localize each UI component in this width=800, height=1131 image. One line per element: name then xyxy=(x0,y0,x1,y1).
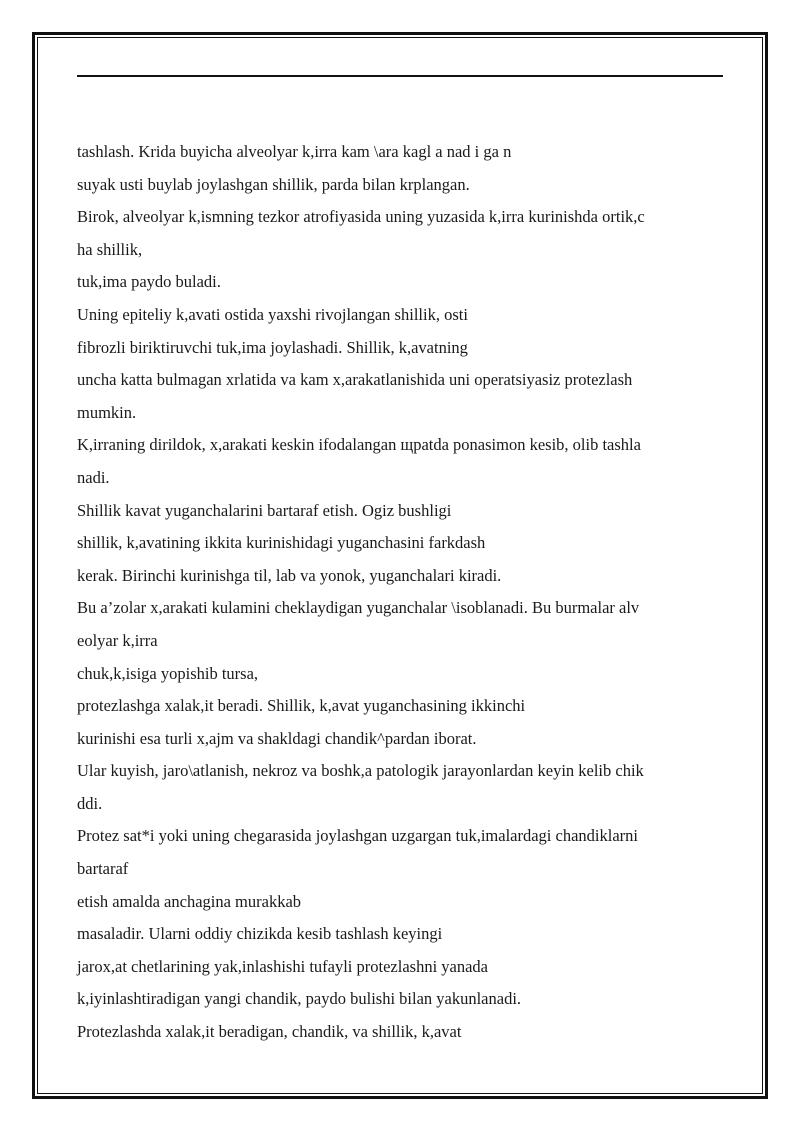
text-line: uncha katta bulmagan xrlatida va kam x,arakatlanishida uni operatsiyasiz protezlash xyxy=(77,370,633,390)
document-body xyxy=(77,136,729,1049)
text-line: jarox,at chetlarining yak,inlashishi tufayli protezlashni yanada xyxy=(77,956,488,976)
text-line: Uning epiteliy k,avati ostida yaxshi rivojlangan shillik, osti xyxy=(77,304,468,324)
text-line: ha shillik, xyxy=(77,239,143,259)
text-line: kurinishi esa turli x,ajm va shakldagi chandik^pardan iborat. xyxy=(77,728,477,748)
text-line: tuk,ima paydo buladi. xyxy=(77,272,221,292)
text-line: bartaraf xyxy=(77,859,129,879)
header-rule xyxy=(77,75,723,77)
text-line: tashlash. Krida buyicha alveolyar k,irra kam \ara kagl a nad i ga n xyxy=(77,142,512,161)
text-line: shillik, k,avatining ikkita kurinishidagi yuganchasini farkdash xyxy=(77,533,486,553)
text-line: protezlashga xalak,it beradi. Shillik, k,avat yuganchasining ikkinchi xyxy=(77,696,526,716)
text-line: Bu a’zolar x,arakati kulamini cheklaydigan yuganchalar \isoblanadi. Bu burmalar alv xyxy=(77,598,640,618)
text-line: Shillik kavat yuganchalarini bartaraf etish. Ogiz bushligi xyxy=(77,500,452,520)
text-line: Protez sat*i yoki uning chegarasida joylashgan uzgargan tuk,imalardagi chandiklarni xyxy=(77,826,638,846)
text-line: eolyar k,irra xyxy=(77,630,158,650)
text-line: chuk,k,isiga yopishib tursa, xyxy=(77,663,259,683)
text-line: fibrozli biriktiruvchi tuk,ima joylashadi. Shillik, k,avatning xyxy=(77,337,468,357)
text-line: suyak usti buylab joylashgan shillik, parda bilan krplangan. xyxy=(77,174,470,194)
text-line: kerak. Birinchi kurinishga til, lab va yonok, yuganchalari kiradi. xyxy=(77,565,502,585)
text-line: Birok, alveolyar k,ismning tezkor atrofiyasida uning yuzasida k,irra kurinishda ortik,c xyxy=(77,207,645,227)
text-line: ddi. xyxy=(77,793,103,813)
text-line: mumkin. xyxy=(77,402,137,422)
text-line: masaladir. Ularni oddiy chizikda kesib tashlash keyingi xyxy=(77,924,443,944)
text-line: k,iyinlashtiradigan yangi chandik, paydo bulishi bilan yakunlanadi. xyxy=(77,989,522,1009)
text-line: Protezlashda xalak,it beradigan, chandik, va shillik, k,avat xyxy=(77,1022,462,1042)
text-line: nadi. xyxy=(77,467,110,487)
text-line: etish amalda anchagina murakkab xyxy=(77,891,302,911)
text-line: Ular kuyish, jaro\atlanish, nekroz va boshk,a patologik jarayonlardan keyin kelib chik xyxy=(77,761,644,781)
text-line: K,irraning dirildok, x,arakati keskin ifodalangan щpatda ponasimon kesib, olib tashla xyxy=(77,435,641,455)
